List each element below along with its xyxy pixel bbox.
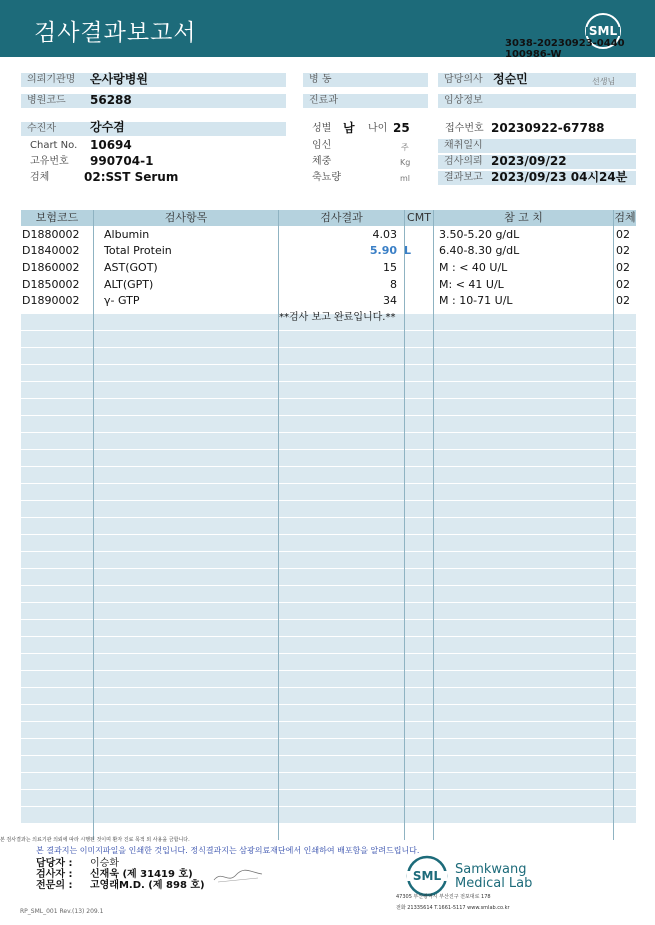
table-stripe-row: [21, 688, 636, 704]
doctor-label: 담당의사: [438, 73, 636, 87]
report-number: 3038-20230923-0440: [505, 38, 625, 49]
dept-label: 진료과: [303, 94, 428, 108]
row-1-code: D1840002: [22, 244, 80, 257]
table-stripe-row: [21, 331, 636, 347]
table-stripe-row: [21, 552, 636, 568]
row-2-specimen: 02: [616, 261, 630, 274]
sml-footer-logo-icon: [405, 854, 449, 898]
col-header-reference: 참 고 치: [434, 210, 613, 226]
fine-print: 본 검사결과는 의료기관 의뢰에 따라 시행된 것이며 환자 진료 목적 외 사용을 금합니다.: [0, 837, 190, 843]
pregnancy-label: 임신: [312, 140, 332, 151]
sml-footer-logo-text: SML: [412, 869, 442, 883]
row-3-specimen: 02: [616, 278, 630, 291]
chart-value: 10694: [90, 138, 132, 152]
table-stripe-row: [21, 501, 636, 517]
table-stripe-row: [21, 433, 636, 449]
sex-value: 남: [343, 121, 355, 135]
lab-contact: 전화 21335614 T.1661-5117 www.smlab.co.kr: [396, 905, 510, 911]
request-label: 검사의뢰: [438, 155, 636, 169]
row-0-item: Albumin: [104, 228, 150, 241]
table-stripe-row: [21, 484, 636, 500]
weight-label: 체중: [312, 156, 332, 167]
column-divider: [404, 210, 405, 840]
col-header-result: 검사결과: [279, 210, 404, 226]
receipt-label: 접수번호: [445, 123, 484, 134]
result-report-label: 결과보고: [438, 171, 636, 185]
table-stripe-row: [21, 637, 636, 653]
hospital-value: 온사랑병원: [90, 72, 148, 86]
table-stripe-row: [21, 739, 636, 755]
table-stripe-row: [21, 535, 636, 551]
row-1-item: Total Protein: [104, 244, 172, 257]
specimen-value: 02:SST Serum: [84, 170, 179, 184]
sex-label: 성별: [312, 123, 332, 134]
column-divider: [93, 210, 94, 840]
table-stripe-row: [21, 654, 636, 670]
table-stripe-row: [21, 773, 636, 789]
chart-label: Chart No.: [30, 140, 78, 151]
reporter-label: 담당자 :: [36, 858, 73, 869]
table-stripe-row: [21, 348, 636, 364]
table-stripe-row: [21, 671, 636, 687]
row-4-reference: M : 10-71 U/L: [439, 294, 513, 307]
row-2-reference: M : < 40 U/L: [439, 261, 508, 274]
table-stripe-row: [21, 518, 636, 534]
row-0-result: 4.03: [372, 228, 397, 241]
reporter-value: 이승화: [90, 858, 119, 869]
table-stripe-row: [21, 722, 636, 738]
patient-label: 수진자: [21, 122, 286, 136]
row-0-reference: 3.50-5.20 g/dL: [439, 228, 520, 241]
hospital-code-label: 병원코드: [21, 94, 286, 108]
ward-label: 병 동: [303, 73, 428, 87]
lab-name-line2: Medical Lab: [455, 876, 533, 891]
urine-unit: ml: [400, 174, 411, 183]
table-stripe-row: [21, 365, 636, 381]
id-label: 고유번호: [30, 156, 69, 167]
column-divider: [613, 210, 614, 840]
age-value: 25: [393, 121, 410, 135]
table-stripe-row: [21, 790, 636, 806]
table-stripe-row: [21, 467, 636, 483]
col-header-specimen: 검체: [614, 211, 636, 224]
completion-note: **검사 보고 완료입니다.**: [279, 312, 396, 323]
col-header-item: 검사항목: [94, 210, 278, 226]
doctor-suffix: 선생님: [592, 77, 616, 86]
row-4-code: D1890002: [22, 294, 80, 307]
svg-text:SML: SML: [588, 24, 618, 38]
specialist-value: 고영래M.D. (제 898 호): [90, 880, 205, 891]
row-4-result: 34: [383, 294, 397, 307]
specimen-label: 검체: [30, 172, 50, 183]
table-stripe-row: [21, 620, 636, 636]
table-stripe-row: [21, 807, 636, 823]
col-header-cmt: CMT: [405, 210, 433, 226]
column-divider: [433, 210, 434, 840]
table-stripe-row: [21, 603, 636, 619]
collection-label: 채취일시: [438, 139, 636, 153]
row-3-result: 8: [390, 278, 397, 291]
report-id: [505, 38, 625, 60]
table-stripe-row: [21, 382, 636, 398]
row-2-item: AST(GOT): [104, 261, 158, 274]
hospital-label: 의뢰기관명: [21, 73, 286, 87]
table-stripe-row: [21, 569, 636, 585]
weight-unit: Kg: [400, 158, 411, 167]
notice-text: 본 결과지는 이미지파일을 인쇄한 것입니다. 정식결과지는 삼광의료재단에서 인쇄하여 배포함을 알려드립니다.: [36, 846, 420, 855]
examiner-value: 신재욱 (제 31419 호): [90, 869, 193, 880]
col-header-code: 보험코드: [21, 210, 93, 226]
clinical-info-label: 임상정보: [438, 94, 636, 108]
table-stripe-row: [21, 416, 636, 432]
row-3-code: D1850002: [22, 278, 80, 291]
hospital-code-value: 56288: [90, 93, 132, 107]
row-2-code: D1860002: [22, 261, 80, 274]
row-4-specimen: 02: [616, 294, 630, 307]
row-3-reference: M: < 41 U/L: [439, 278, 504, 291]
table-stripe-row: [21, 705, 636, 721]
signature-icon: [212, 866, 264, 886]
request-value: 2023/09/22: [491, 154, 567, 168]
row-3-item: ALT(GPT): [104, 278, 154, 291]
row-1-cmt-flag: L: [404, 244, 412, 257]
patient-value: 강수겸: [90, 120, 125, 134]
table-stripe-row: [21, 399, 636, 415]
result-report-value: 2023/09/23 04시24분: [491, 170, 628, 184]
row-1-result: 5.90: [369, 244, 397, 257]
receipt-value: 20230922-67788: [491, 121, 605, 135]
urine-label: 축뇨량: [312, 172, 341, 183]
page-title: 검사결과보고서: [34, 20, 197, 46]
row-1-specimen: 02: [616, 244, 630, 257]
row-0-specimen: 02: [616, 228, 630, 241]
lab-name-line1: Samkwang: [455, 862, 527, 877]
report-sub-number: 100986-W: [505, 49, 562, 60]
row-1-reference: 6.40-8.30 g/dL: [439, 244, 520, 257]
form-code: RP_SML_001 Rev.(13) 209.1: [20, 908, 104, 915]
row-4-item: γ- GTP: [104, 294, 140, 307]
examiner-label: 검사자 :: [36, 869, 73, 880]
specialist-label: 전문의 :: [36, 880, 73, 891]
row-0-code: D1880002: [22, 228, 80, 241]
table-stripe-row: [21, 586, 636, 602]
age-label: 나이: [368, 123, 388, 134]
doctor-value: 정순민: [493, 72, 528, 86]
lab-address: 47305 부산광역시 부산진구 전포대로 178: [396, 894, 491, 900]
table-stripe-row: [21, 756, 636, 772]
table-stripe-row: [21, 450, 636, 466]
row-2-result: 15: [383, 261, 397, 274]
lab-name: [455, 863, 532, 891]
results-table: [21, 210, 636, 840]
id-value: 990704-1: [90, 154, 154, 168]
pregnancy-unit: 주: [401, 143, 409, 152]
